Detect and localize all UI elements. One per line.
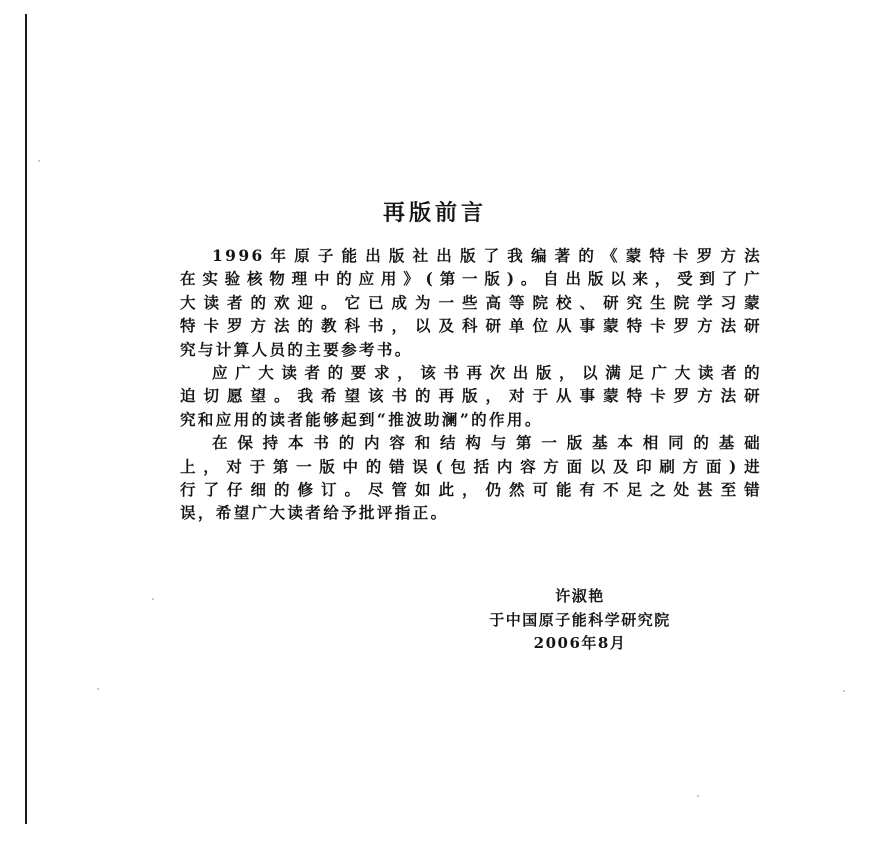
signature-place: 于中国原子能科学研究院	[489, 610, 671, 629]
signature-block	[420, 585, 740, 656]
text-line: 在实验核物理中的应用》(第一版)。自出版以来，受到了广	[180, 269, 762, 289]
preface-body	[180, 244, 762, 525]
text-line: 行了仔细的修订。尽管如此，仍然可能有不足之处甚至错	[180, 479, 762, 499]
paragraph-3	[180, 431, 762, 525]
signature-date: 2006年8月	[533, 634, 627, 652]
scan-speck	[152, 598, 154, 600]
text-line: 1996年原子能出版社出版了我编著的《蒙特卡罗方法	[212, 246, 762, 265]
text-line: 大读者的欢迎。它已成为一些高等院校、研究生院学习蒙	[180, 292, 762, 312]
text-line: 上，对于第一版中的错误(包括内容方面以及印刷方面)进	[180, 456, 762, 476]
text-line: 迫切愿望。我希望该书的再版，对于从事蒙特卡罗方法研	[180, 386, 762, 406]
text-line: 在保持本书的内容和结构与第一版基本相同的基础	[212, 433, 762, 453]
text-line: 特卡罗方法的教科书，以及科研单位从事蒙特卡罗方法研	[180, 316, 762, 336]
text-line: 应广大读者的要求，该书再次出版，以满足广大读者的	[212, 362, 762, 382]
scan-speck	[97, 688, 99, 690]
signature-author: 许淑艳	[555, 587, 605, 605]
scan-speck	[697, 795, 699, 797]
text-line: 究与计算人员的主要参考书。	[180, 339, 413, 359]
scan-speck	[38, 160, 40, 162]
paragraph-2	[180, 361, 762, 431]
paragraph-1	[180, 244, 762, 361]
scan-speck	[843, 690, 845, 692]
text-line: 误，希望广大读者给予批评指正。	[180, 503, 449, 523]
page-binding-edge	[25, 14, 27, 824]
text-line: 究和应用的读者能够起到“推波助澜”的作用。	[180, 409, 543, 429]
page-title: 再版前言	[382, 200, 487, 226]
